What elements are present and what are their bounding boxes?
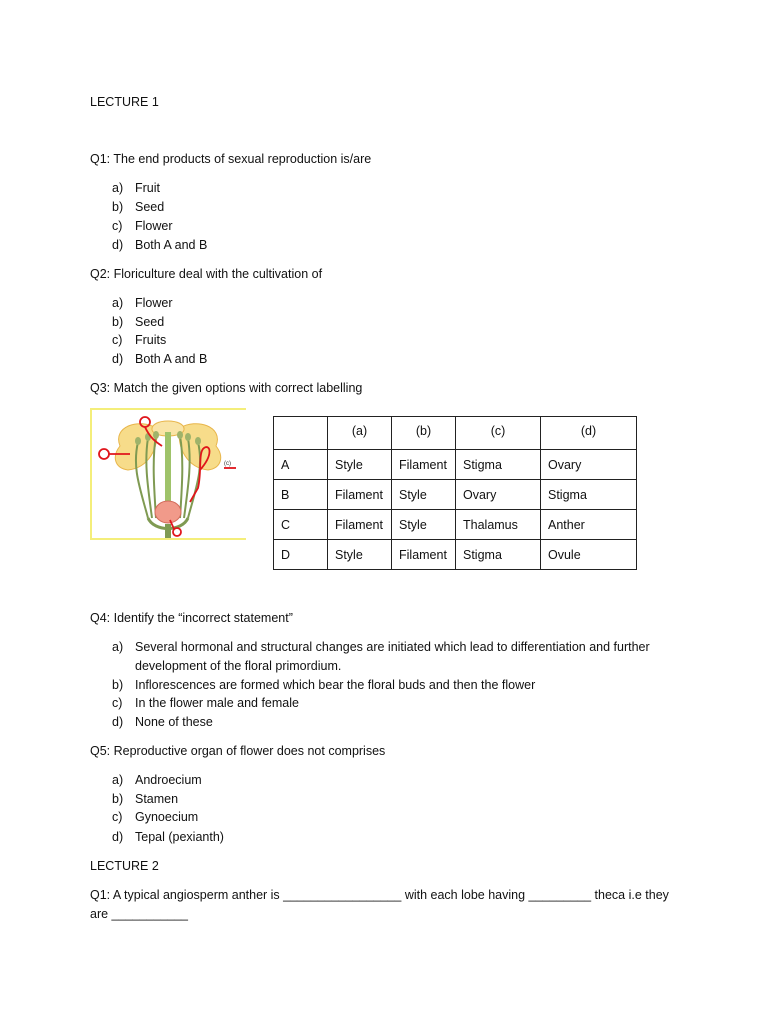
table-cell: Filament: [392, 540, 456, 570]
q5-option-b: b) Stamen: [112, 792, 179, 806]
table-cell: Filament: [328, 480, 392, 510]
table-cell: Stigma: [456, 540, 541, 570]
table-header-cell: (a): [328, 417, 392, 450]
table-header-cell: (b): [392, 417, 456, 450]
lecture-2-heading: LECTURE 2: [90, 859, 159, 873]
lecture-2-question-1-line-2: are ___________: [90, 907, 189, 921]
table-cell: Thalamus: [456, 510, 541, 540]
table-cell: B: [274, 480, 328, 510]
q5-option-d: d) Tepal (pexianth): [112, 830, 224, 844]
table-row: [274, 540, 637, 570]
table-cell: Stigma: [456, 450, 541, 480]
table-header-cell: (c): [456, 417, 541, 450]
q2-option-c: c) Fruits: [112, 333, 167, 347]
question-3-text: Q3: Match the given options with correct labelling: [90, 381, 363, 395]
q2-option-a: a) Flower: [112, 296, 173, 310]
table-cell: D: [274, 540, 328, 570]
table-cell: Style: [392, 480, 456, 510]
question-1-text: Q1: The end products of sexual reproduction is/are: [90, 152, 372, 166]
q2-option-b: b) Seed: [112, 315, 165, 329]
table-cell: A: [274, 450, 328, 480]
table-cell: Ovary: [456, 480, 541, 510]
question-2-text: Q2: Floriculture deal with the cultivation of: [90, 267, 323, 281]
q1-option-a: a) Fruit: [112, 181, 160, 195]
table-cell: Style: [392, 510, 456, 540]
table-cell: Anther: [541, 510, 637, 540]
figure-label-c: (c): [224, 461, 231, 467]
question-4-text: Q4: Identify the “incorrect statement”: [90, 611, 293, 625]
q2-option-d: d) Both A and B: [112, 352, 208, 366]
question-5-text: Q5: Reproductive organ of flower does not comprises: [90, 744, 386, 758]
q4-option-c: c) In the flower male and female: [112, 696, 299, 710]
table-header-cell: [274, 417, 328, 450]
table-header-row: [274, 417, 637, 450]
q1-option-d: d) Both A and B: [112, 238, 208, 252]
match-table: [273, 416, 637, 570]
table-cell: C: [274, 510, 328, 540]
table-row: [274, 480, 637, 510]
table-cell: Style: [328, 540, 392, 570]
lecture-1-heading: LECTURE 1: [90, 95, 159, 109]
pedicel: [165, 524, 171, 538]
ovary: [155, 501, 181, 523]
table-cell: Filament: [328, 510, 392, 540]
table-cell: Stigma: [541, 480, 637, 510]
q4-option-a: a) Several hormonal and structural changes are initiated which lead to differentiation and further development of the floral primordium.: [112, 640, 650, 673]
table-cell: Style: [328, 450, 392, 480]
table-row: [274, 510, 637, 540]
q1-option-c: c) Flower: [112, 219, 173, 233]
q1-option-b: b) Seed: [112, 200, 165, 214]
table-cell: Ovule: [541, 540, 637, 570]
q5-option-a: a) Androecium: [112, 773, 202, 787]
q5-option-c: c) Gynoecium: [112, 810, 199, 824]
q4-option-b: b) Inflorescences are formed which bear the floral buds and then the flower: [112, 678, 536, 692]
q4-option-d: d) None of these: [112, 715, 213, 729]
style: [165, 432, 171, 512]
flower-diagram: [90, 408, 246, 540]
table-row: [274, 450, 637, 480]
lecture-2-question-1-line-1: Q1: A typical angiosperm anther is _________________ with each lobe having _________ theca i.e they: [90, 888, 669, 902]
table-cell: Ovary: [541, 450, 637, 480]
table-header-cell: (d): [541, 417, 637, 450]
table-cell: Filament: [392, 450, 456, 480]
